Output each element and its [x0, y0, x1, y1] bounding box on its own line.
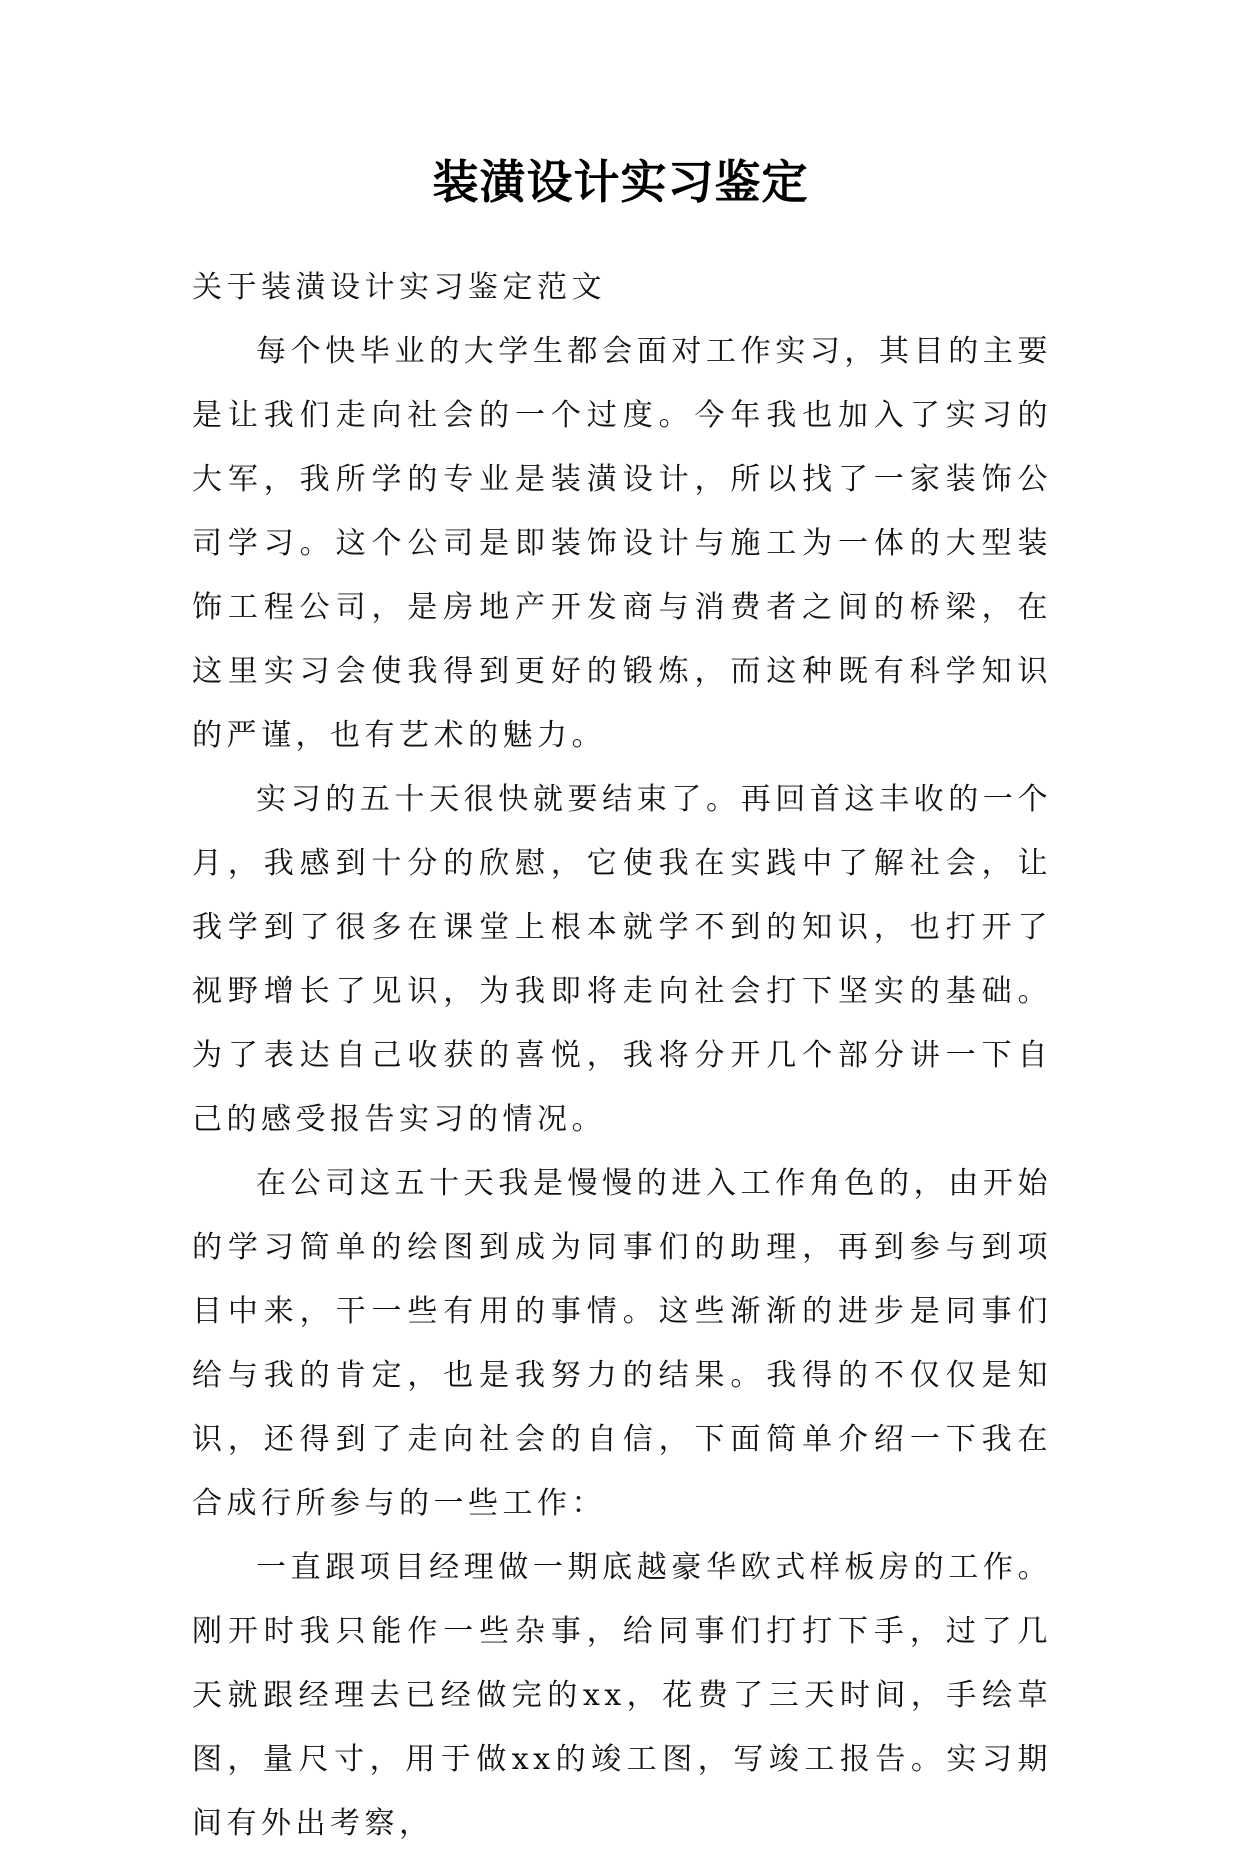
paragraph-4: 一直跟项目经理做一期底越豪华欧式样板房的工作。刚开时我只能作一些杂事，给同事们打打下手，过了几天就跟经理去已经做完的xx，花费了三天时间，手绘草图，量尺寸，用于做xx的竣工图，写竣工报告。实习期间有外出考察，	[192, 1550, 1052, 1841]
document-subtitle: 关于装潢设计实习鉴定范文	[192, 270, 606, 305]
paragraph-2: 实习的五十天很快就要结束了。再回首这丰收的一个月，我感到十分的欣慰，它使我在实践中了解社会，让我学到了很多在课堂上根本就学不到的知识，也打开了视野增长了见识，为我即将走向社会打下坚实的基础。为了表达自己收获的喜悦，我将分开几个部分讲一下自己的感受报告实习的情况。	[192, 782, 1052, 1137]
document-body	[192, 256, 1052, 1856]
paragraph-3: 在公司这五十天我是慢慢的进入工作角色的，由开始的学习简单的绘图到成为同事们的助理，再到参与到项目中来，干一些有用的事情。这些渐渐的进步是同事们给与我的肯定，也是我努力的结果。我得的不仅仅是知识，还得到了走向社会的自信，下面简单介绍一下我在合成行所参与的一些工作：	[192, 1166, 1052, 1521]
paragraph-1: 每个快毕业的大学生都会面对工作实习，其目的主要是让我们走向社会的一个过度。今年我也加入了实习的大军，我所学的专业是装潢设计，所以找了一家装饰公司学习。这个公司是即装饰设计与施工为一体的大型装饰工程公司，是房地产开发商与消费者之间的桥梁，在这里实习会使我得到更好的锻炼，而这种既有科学知识的严谨，也有艺术的魅力。	[192, 334, 1052, 753]
document-title: 装潢设计实习鉴定	[432, 155, 809, 209]
